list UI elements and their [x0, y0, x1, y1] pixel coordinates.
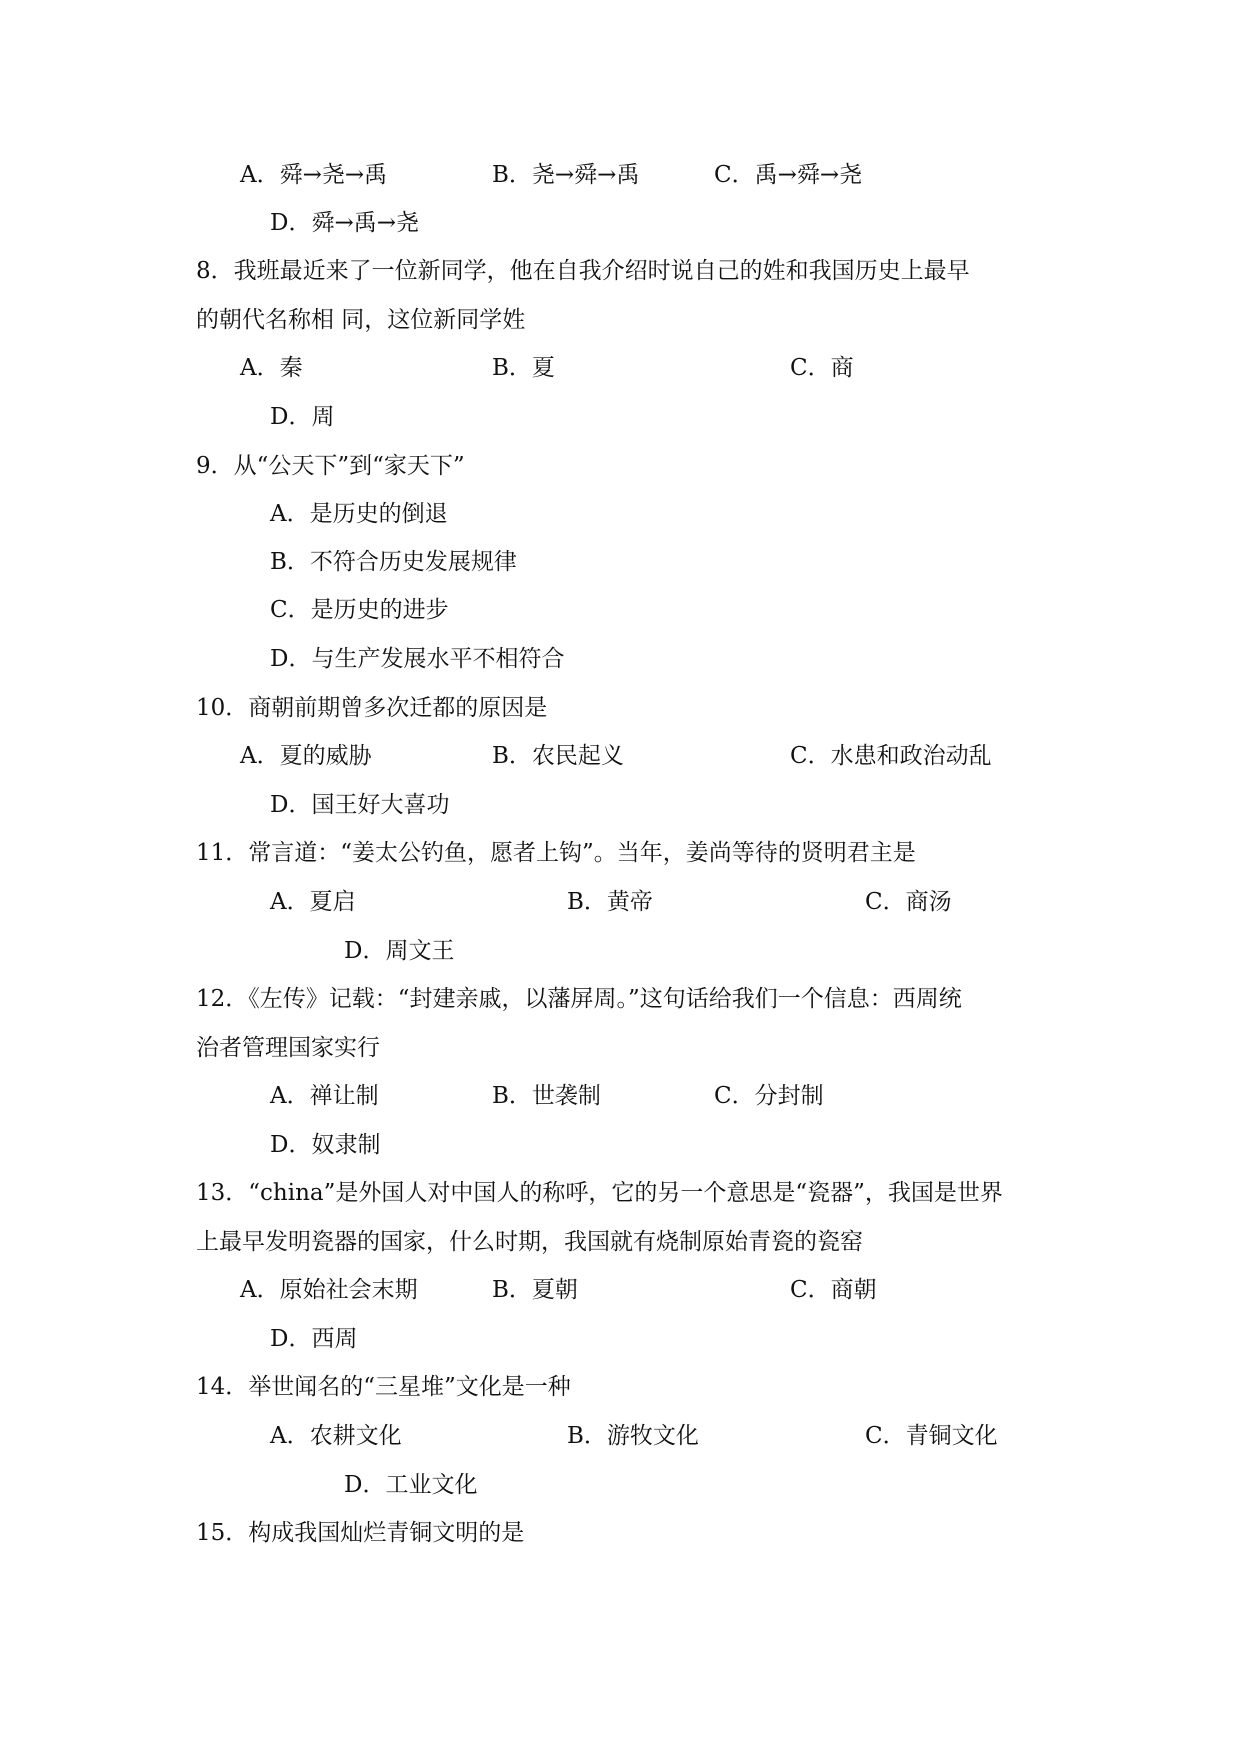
- q9-option-b: B．不符合历史发展规律: [270, 549, 517, 575]
- q13-stem-line1: 13．“china”是外国人对中国人的称呼，它的另一个意思是“瓷器”，我国是世界: [196, 1180, 1003, 1206]
- q11-option-b: B．黄帝: [567, 889, 653, 915]
- q11-option-c: C．商汤: [865, 889, 952, 915]
- q7-option-c: C．禹→舜→尧: [714, 162, 863, 188]
- q13-option-d: D．西周: [270, 1326, 358, 1352]
- q10-option-b: B．农民起义: [492, 743, 624, 769]
- q13-option-c: C．商朝: [790, 1277, 877, 1303]
- q9-option-c: C．是历史的进步: [270, 597, 449, 623]
- q14-option-b: B．游牧文化: [567, 1423, 699, 1449]
- q12-option-b: B．世袭制: [492, 1083, 601, 1109]
- q12-option-d: D．奴隶制: [270, 1132, 381, 1158]
- q10-stem: 10．商朝前期曾多次迁都的原因是: [196, 695, 548, 721]
- q14-option-d: D．工业文化: [344, 1472, 478, 1498]
- q8-stem-line2: 的朝代名称相 同，这位新同学姓: [196, 307, 526, 333]
- q10-option-c: C．水患和政治动乱: [790, 743, 992, 769]
- q8-stem-line1: 8．我班最近来了一位新同学，他在自我介绍时说自己的姓和我国历史上最早: [196, 258, 970, 284]
- q11-option-d: D．周文王: [344, 938, 455, 964]
- q9-stem: 9．从“公天下”到“家天下”: [196, 453, 465, 479]
- q13-option-b: B．夏朝: [492, 1277, 578, 1303]
- q12-stem-line2: 治者管理国家实行: [196, 1035, 380, 1061]
- q10-option-d: D．国王好大喜功: [270, 792, 450, 818]
- q9-option-d: D．与生产发展水平不相符合: [270, 646, 565, 672]
- q11-stem: 11．常言道：“姜太公钓鱼，愿者上钩”。当年，姜尚等待的贤明君主是: [196, 840, 916, 866]
- q12-stem-line1: 12．《左传》记载：“封建亲戚，以藩屏周。”这句话给我们一个信息：西周统: [196, 986, 962, 1012]
- q8-option-d: D．周: [270, 404, 335, 430]
- q12-option-c: C．分封制: [714, 1083, 824, 1109]
- q11-option-a: A．夏启: [270, 889, 356, 915]
- q14-option-a: A．农耕文化: [270, 1423, 402, 1449]
- q7-option-d: D．舜→禹→尧: [270, 210, 419, 236]
- q7-option-b: B．尧→舜→禹: [492, 162, 640, 188]
- q8-option-a: A．秦: [240, 355, 303, 381]
- q7-option-a: A．舜→尧→禹: [240, 162, 388, 188]
- q9-option-a: A．是历史的倒退: [270, 501, 448, 527]
- q14-stem: 14．举世闻名的“三星堆”文化是一种: [196, 1374, 571, 1400]
- q15-stem: 15．构成我国灿烂青铜文明的是: [196, 1520, 525, 1546]
- q13-stem-line2: 上最早发明瓷器的国家，什么时期，我国就有烧制原始青瓷的瓷窑: [196, 1229, 863, 1255]
- q8-option-c: C．商: [790, 355, 854, 381]
- q13-option-a: A．原始社会末期: [240, 1277, 418, 1303]
- q8-option-b: B．夏: [492, 355, 555, 381]
- q14-option-c: C．青铜文化: [865, 1423, 998, 1449]
- q10-option-a: A．夏的威胁: [240, 743, 372, 769]
- q12-option-a: A．禅让制: [270, 1083, 379, 1109]
